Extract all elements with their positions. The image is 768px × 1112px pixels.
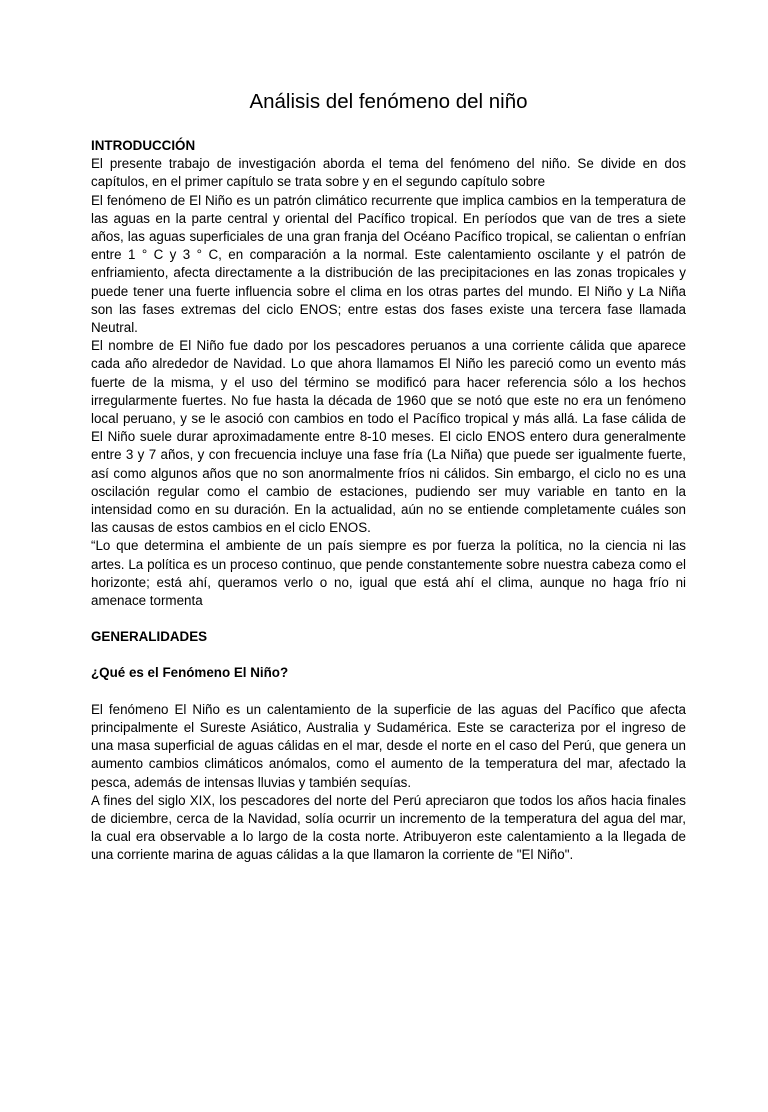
paragraph-fishermen-history: A fines del siglo XIX, los pescadores del norte del Perú apreciaron que todos los años hacia finales de diciembre, cerca de la Navidad, solía ocurrir un incremento de la temperatura del agua del mar, la cual era observable a lo largo de la costa norte. Atribuyeron este calentamiento a la llegada de una corriente marina de aguas cálidas a la que llamaron la corriente de "El Niño". bbox=[91, 792, 686, 863]
section-heading-introduccion: INTRODUCCIÓN bbox=[91, 138, 196, 153]
paragraph-el-nino-overview: El fenómeno El Niño es un calentamiento de la superficie de las aguas del Pacífico que afecta principalmente el Sureste Asiático, Australia y Sudamérica. Este se caracteriza por el ingreso de una masa superficial de aguas cálidas en el mar, desde el norte en el caso del Perú, que genera un aumento cambios climáticos anómalos, como el aumento de la temperatura del mar, afectado la pesca, además de intensas lluvias y también sequías. bbox=[91, 701, 686, 790]
document-body bbox=[91, 137, 686, 865]
paragraph-intro-summary: El presente trabajo de investigación aborda el tema del fenómeno del niño. Se divide en dos capítulos, en el primer capítulo se trata sobre y en el segundo capítulo sobre bbox=[91, 156, 686, 190]
paragraph-el-nino-definition: El fenómeno de El Niño es un patrón climático recurrente que implica cambios en la temperatura de las aguas en la parte central y oriental del Pacífico tropical. En períodos que van de tres a siete años, las aguas superficiales de una gran franja del Océano Pacífico tropical, se calientan o enfrían entre 1 ° C y 3 ° C, en comparación a la normal. Este calentamiento oscilante y el patrón de enfriamiento, afecta directamente a la distribución de las precipitaciones en las zonas tropicales y puede tener una fuerte influencia sobre el clima en los otras partes del mundo. El Niño y La Niña son las fases extremas del ciclo ENOS; entre estas dos fases existe una tercera fase llamada Neutral. bbox=[91, 192, 686, 336]
document-title: Análisis del fenómeno del niño bbox=[249, 90, 528, 113]
paragraph-el-nino-name-origin: El nombre de El Niño fue dado por los pescadores peruanos a una corriente cálida que aparece cada año alrededor de Navidad. Lo que ahora llamamos El Niño les pareció como un evento más fuerte de la misma, y el uso del término se modificó para hacer referencia sólo a los hechos irregularmente fuertes. No fue hasta la década de 1960 que se notó que este no era un fenómeno local peruano, y se le asoció con cambios en todo el Pacífico tropical y más allá. La fase cálida de El Niño suele durar aproximadamente entre 8-10 meses. El ciclo ENOS entero dura generalmente entre 3 y 7 años, y con frecuencia incluye una fase fría (La Niña) que puede ser igualmente fuerte, así como algunos años que no son anormalmente fríos ni cálidos. Sin embargo, el ciclo no es una oscilación regular como el cambio de estaciones, pudiendo ser muy variable en tanto en la intensidad como en su duración. En la actualidad, aún no se entiende completamente cuáles son las causas de estos cambios en el ciclo ENOS. bbox=[91, 338, 686, 536]
paragraph-quote: “Lo que determina el ambiente de un país siempre es por fuerza la política, no la ciencia ni las artes. La política es un proceso continuo, que pende constantemente sobre nuestra cabeza como el horizonte; está ahí, queramos verlo o no, igual que está ahí el clima, aunque no haga frío ni amenace tormenta bbox=[91, 538, 686, 609]
document-page bbox=[0, 88, 768, 1112]
subheading-que-es-el-nino: ¿Qué es el Fenómeno El Niño? bbox=[91, 665, 289, 681]
section-heading-generalidades: GENERALIDADES bbox=[91, 629, 208, 645]
